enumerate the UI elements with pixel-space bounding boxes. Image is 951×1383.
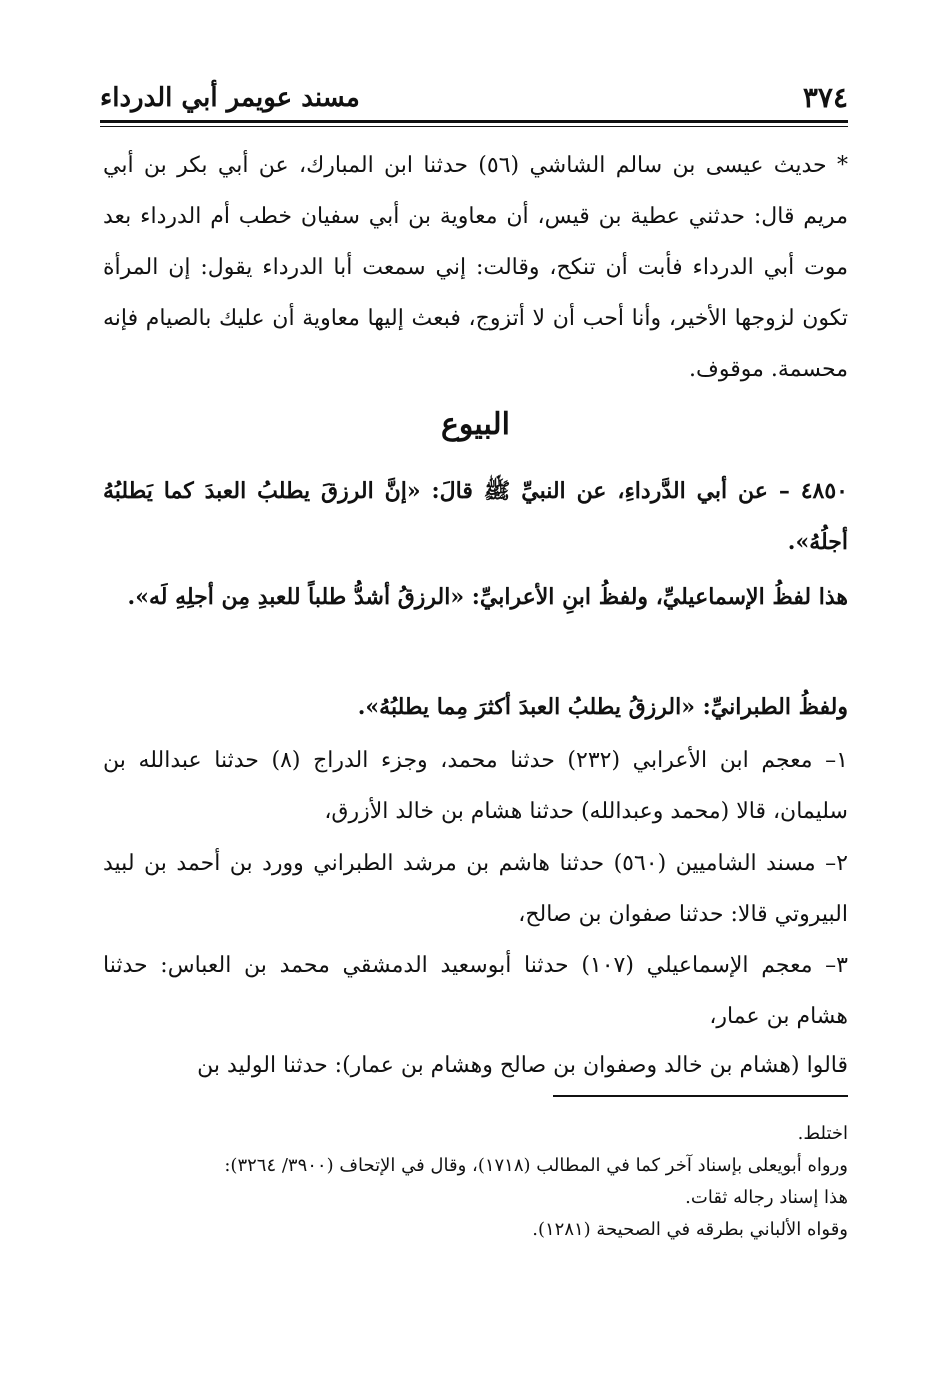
- intro-paragraph: * حديث عيسى بن سالم الشاشي (٥٦) حدثنا ابن المبارك، عن أبي بكر بن أبي مريم قال: حدثني عطية بن قيس، أن معاوية بن أبي سفيان خطب أم الدرداء بعد موت أبي الدرداء فأبت أن تنكح، وقالت: إني سمعت أبا الدرداء يقول: إن المرأة تكون لزوجها الأخير، وأنا أحب أن لا أتزوج، فبعث إليها معاوية أن عليك بالصيام فإنه محسمة. موقوف.: [103, 153, 848, 382]
- footnotes: [103, 1118, 848, 1246]
- section-heading: البيوع: [441, 407, 510, 442]
- page-number: ٣٧٤: [802, 81, 848, 114]
- footnote-line: ورواه أبويعلى بإسناد آخر كما في المطالب (١٧١٨)، وقال في الإتحاف (٣٩٠٠/ ٣٢٦٤):: [224, 1155, 848, 1176]
- footnote-line: اختلط.: [797, 1123, 848, 1144]
- running-title: مسند عويمر أبي الدرداء: [100, 83, 360, 113]
- footnote-rule: [553, 1095, 848, 1097]
- variant-ismaili: هذا لفظُ الإسماعيليِّ، ولفظُ ابنِ الأعرابيِّ: «الرزقُ أشدُّ طلباً للعبدِ مِن أجلِهِ لَه».: [127, 584, 848, 610]
- header-rule-thin: [100, 126, 848, 127]
- source-2: ٢– مسند الشاميين (٥٦٠) حدثنا هاشم بن مرشد الطبراني وورد بن أحمد بن لبيد البيروتي قالا: حدثنا صفوان بن صالح،: [103, 851, 848, 927]
- source-common: قالوا (هشام بن خالد وصفوان بن صالح وهشام بن عمار): حدثنا الوليد بن: [197, 1053, 848, 1078]
- variant-tabarani: ولفظُ الطبرانيِّ: «الرزقُ يطلبُ العبدَ أكثرَ مِما يطلبُهُ».: [357, 694, 848, 720]
- source-1: ١– معجم ابن الأعرابي (٢٣٢) حدثنا محمد، وجزء الدراج (٨) حدثنا عبدالله بن سليمان، قالا (محمد وعبدالله) حدثنا هشام بن خالد الأزرق،: [103, 748, 848, 824]
- hadith-4850: ٤٨٥٠ – عن أبي الدَّرداءِ، عن النبيِّ ﷺ قالَ: «إنَّ الرزقَ يطلبُ العبدَ كما يَطلبُهُ أجلُهُ».: [103, 478, 848, 555]
- source-3: ٣– معجم الإسماعيلي (١٠٧) حدثنا أبوسعيد الدمشقي محمد بن العباس: حدثنا هشام بن عمار،: [103, 953, 848, 1029]
- footnote-line: وقواه الألباني بطرقه في الصحيحة (١٢٨١).: [532, 1219, 848, 1240]
- footnote-line: هذا إسناد رجاله ثقات.: [685, 1187, 848, 1208]
- page-header: [100, 68, 848, 120]
- header-rule-thick: [100, 120, 848, 123]
